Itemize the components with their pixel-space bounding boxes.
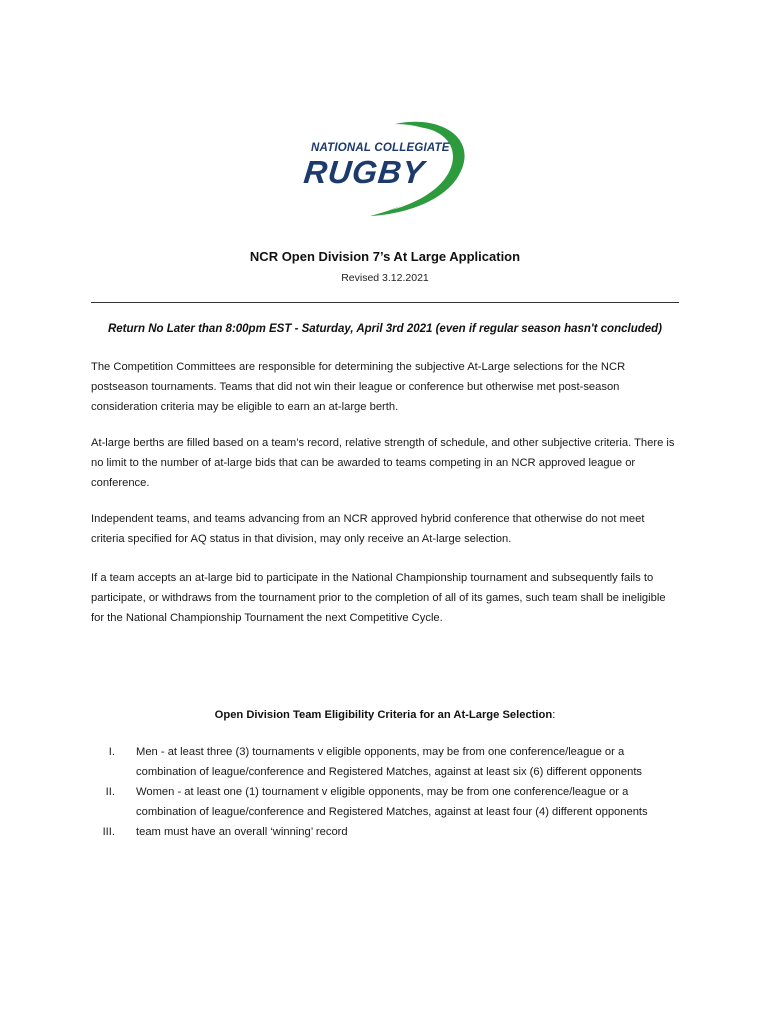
criteria-heading xyxy=(0,709,770,721)
paragraph-competition-committees: The Competition Committees are responsible for determining the subjective At-Large selections for the NCR postseason tournaments. Teams that did not win their league or conference but otherwise met post-season consideration criteria may be eligible to earn an at-large berth. xyxy=(91,361,626,413)
logo-text-national-collegiate: NATIONAL COLLEGIATE xyxy=(311,142,450,154)
criteria-item-men xyxy=(91,742,691,782)
criteria-heading-text: Open Division Team Eligibility Criteria for an At-Large Selection xyxy=(214,709,553,721)
criteria-number: II. xyxy=(105,786,115,798)
criteria-number: I. xyxy=(108,746,115,758)
criteria-text: team must have an overall ‘winning’ record xyxy=(136,826,348,838)
paragraph-at-large-berths: At-large berths are filled based on a team’s record, relative strength of schedule, and other subjective criteria. There is no limit to the number of at-large bids that can be awarded to teams competing in an NCR approved league or conference. xyxy=(91,437,675,489)
criteria-item-women xyxy=(91,782,691,822)
deadline-notice: Return No Later than 8:00pm EST - Saturday, April 3rd 2021 (even if regular season hasn't concluded) xyxy=(107,323,663,335)
criteria-item-winning-record xyxy=(91,822,691,842)
horizontal-divider xyxy=(91,302,679,303)
criteria-list xyxy=(91,742,691,842)
criteria-text: Women - at least one (1) tournament v eligible opponents, may be from one conference/league or a combination of league/conference and Registered Matches, against at least four (4) different opponents xyxy=(136,786,648,818)
criteria-heading-colon: : xyxy=(552,709,556,721)
paragraph-independent-teams: Independent teams, and teams advancing from an NCR approved hybrid conference that otherwise do not meet criteria specified for AQ status in that division, may only receive an At-large selection. xyxy=(91,513,645,545)
revision-date: Revised 3.12.2021 xyxy=(341,272,429,284)
national-collegiate-rugby-logo xyxy=(300,118,470,218)
logo-text-rugby: RUGBY xyxy=(302,154,427,190)
criteria-text: Men - at least three (3) tournaments v eligible opponents, may be from one conference/league or a combination of league/conference and Registered Matches, against at least six (6) different opponents xyxy=(136,746,643,778)
criteria-number: III. xyxy=(102,826,115,838)
paragraph-withdrawal-penalty: If a team accepts an at-large bid to participate in the National Championship tournament and subsequently fails to participate, or withdraws from the tournament prior to the completion of all of its games, such team shall be ineligible for the National Championship Tournament the next Competitive Cycle. xyxy=(91,572,666,624)
document-title: NCR Open Division 7’s At Large Application xyxy=(249,249,521,264)
